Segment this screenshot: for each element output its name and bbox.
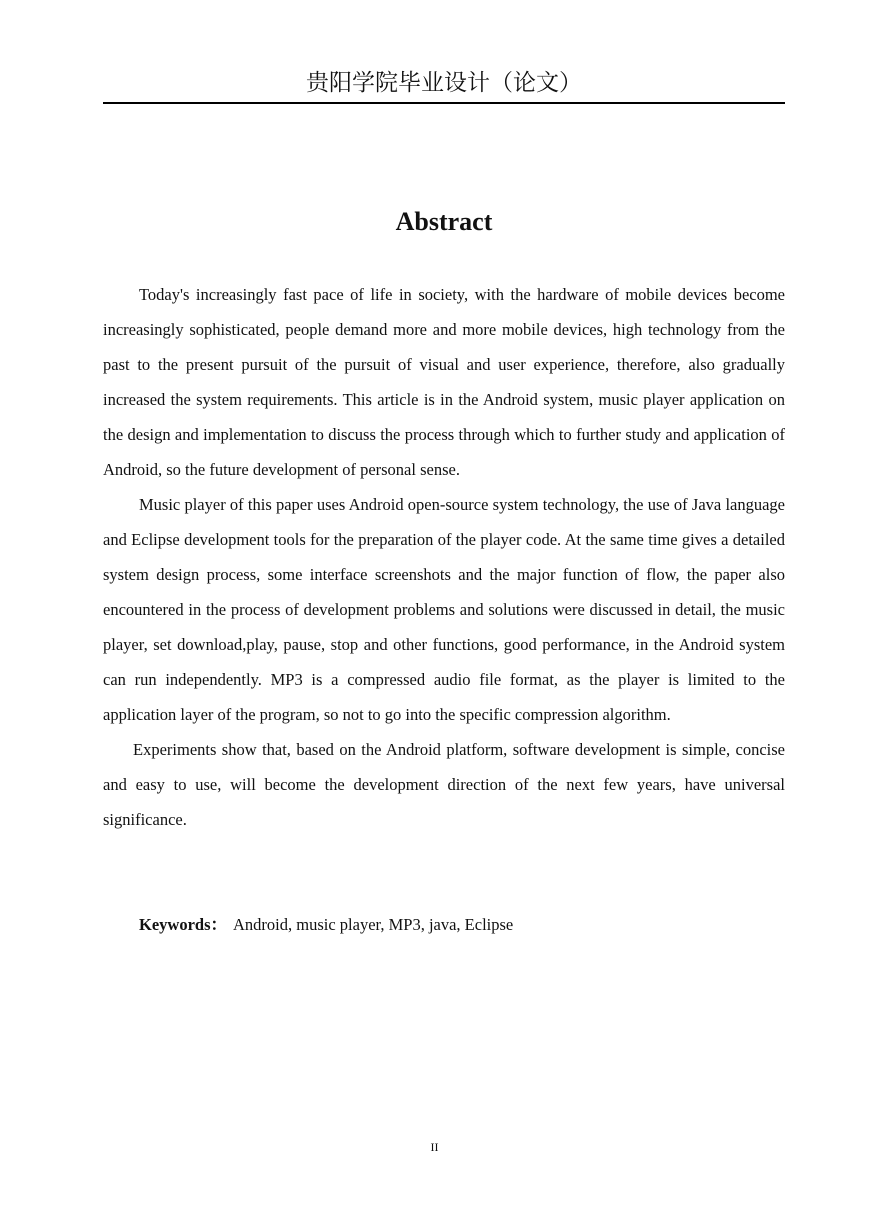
keywords-label: Keywords： xyxy=(139,915,227,934)
abstract-body xyxy=(103,277,785,837)
keywords-line xyxy=(139,907,785,942)
abstract-paragraph-2: Music player of this paper uses Android open-source system technology, the use of Java language and Eclipse development tools for the preparation of the player code. At the same time gives a detailed system design process, some interface screenshots and the major function of flow, the paper also encountered in the process of development problems and solutions were discussed in detail, the music player, set download,play, pause, stop and other functions, good performance, in the Android system can run independently. MP3 is a compressed audio file format, as the player is limited to the application layer of the program, so not to go into the specific compression algorithm. xyxy=(103,495,785,724)
abstract-paragraph-1: Today's increasingly fast pace of life in society, with the hardware of mobile devices become increasingly sophisticated, people demand more and more mobile devices, high technology from the past to the present pursuit of the pursuit of visual and user experience, therefore, also gradually increased the system requirements. This article is in the Android system, music player application on the design and implementation to discuss the process through which to further study and application of Android, so the future development of personal sense. xyxy=(103,285,785,479)
abstract-paragraph-3: Experiments show that, based on the Android platform, software development is simple, concise and easy to use, will become the development direction of the next few years, have universal significance. xyxy=(103,740,785,829)
abstract-heading: Abstract xyxy=(395,207,493,237)
keywords-text: Android, music player, MP3, java, Eclipse xyxy=(233,915,514,934)
page-header xyxy=(103,64,785,104)
page-number: II xyxy=(430,1140,439,1154)
header-title: 贵阳学院毕业设计（论文） xyxy=(306,70,582,96)
